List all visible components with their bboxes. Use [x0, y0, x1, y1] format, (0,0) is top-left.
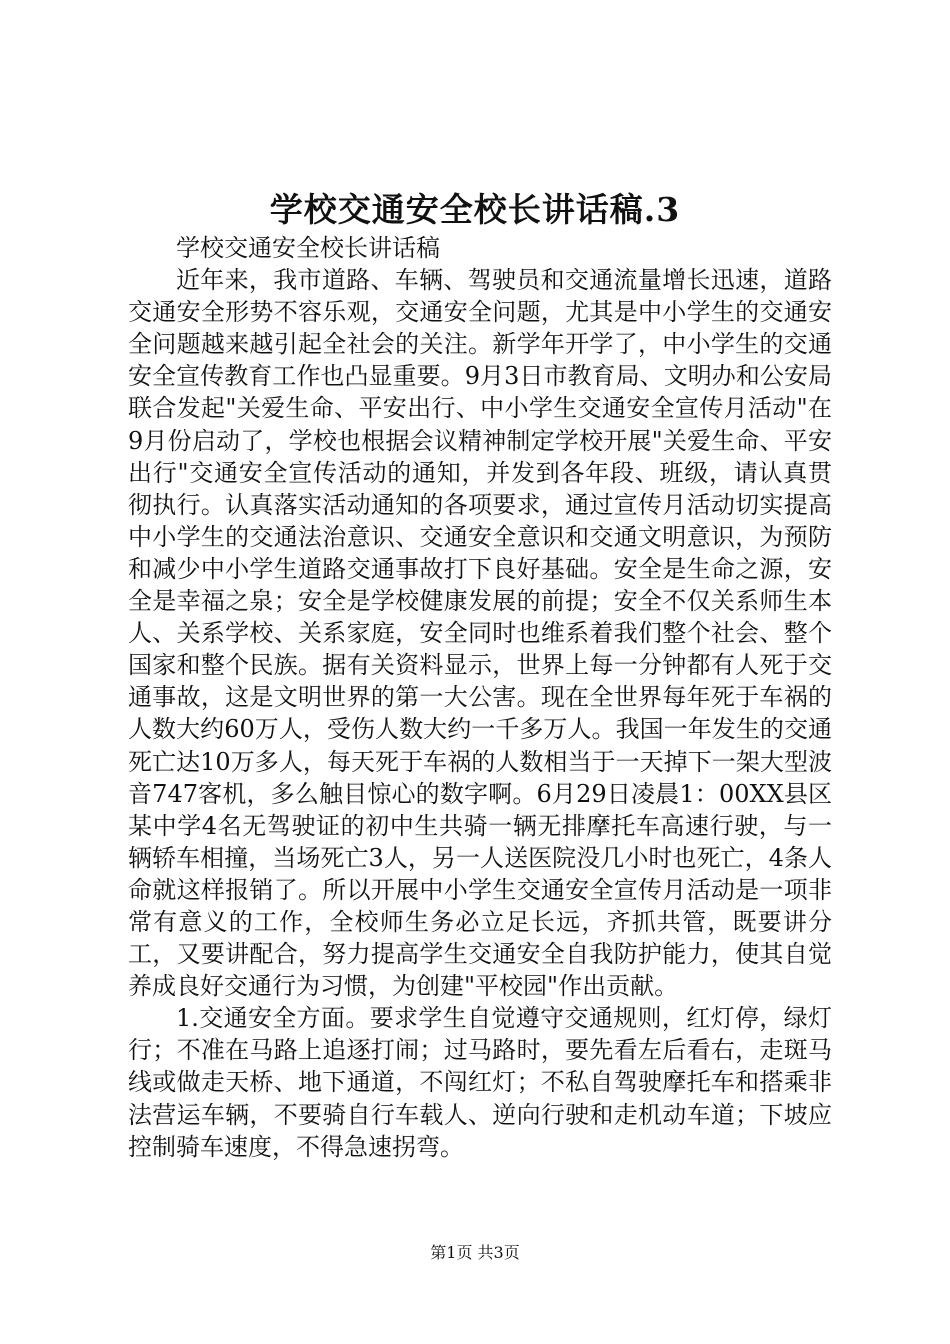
body-paragraph: 近年来，我市道路、车辆、驾驶员和交通流量增长迅速，道路交通安全形势不容乐观，交通安全问题，尤其是中小学生的交通安全问题越来越引起全社会的关注。新学年开学了，中小学生的交通安全宣传教育工作也凸显重要。9月3日市教育局、文明办和公安局联合发起"关爱生命、平安出行、中小学生交通安全宣传月活动"在9月份启动了，学校也根据会议精神制定学校开展"关爱生命、平安出行"交通安全宣传活动的通知，并发到各年段、班级，请认真贯彻执行。认真落实活动通知的各项要求，通过宣传月活动切实提高中小学生的交通法治意识、交通安全意识和交通文明意识，为预防和减少中小学生道路交通事故打下良好基础。安全是生命之源，安全是幸福之泉；安全是学校健康发展的前提；安全不仅关系师生本人、关系学校、关系家庭，安全同时也维系着我们整个社会、整个国家和整个民族。据有关资料显示，世界上每一分钟都有人死于交通事故，这是文明世界的第一大公害。现在全世界每年死于车祸的人数大约60万人，受伤人数大约一千多万人。我国一年发生的交通死亡达10万多人，每天死于车祸的人数相当于一天掉下一架大型波音747客机，多么触目惊心的数字啊。6月29日凌晨1：00XX县区某中学4名无驾驶证的初中生共骑一辆无排摩托车高速行驶，与一辆轿车相撞，当场死亡3人，另一人送医院没几小时也死亡，4条人命就这样报销了。所以开展中小学生交通安全宣传月活动是一项非常有意义的工作，全校师生务必立足长远，齐抓共管，既要讲分工，又要讲配合，努力提高学生交通安全自我防护能力，使其自觉养成良好交通行为习惯，为创建"平校园"作出贡献。 — [128, 266, 832, 1001]
document-title: 学校交通安全校长讲话稿.3 — [269, 190, 681, 229]
subtitle-paragraph: 学校交通安全校长讲话稿 — [176, 234, 440, 262]
document-body — [128, 232, 832, 1163]
page-footer: 第1页 共3页 — [430, 1243, 520, 1262]
body-paragraph: 1.交通安全方面。要求学生自觉遵守交通规则，红灯停，绿灯行；不准在马路上追逐打闹；过马路时，要先看左后看右，走斑马线或做走天桥、地下通道，不闯红灯；不私自驾驶摩托车和搭乘非法营运车辆，不要骑自行车载人、逆向行驶和走机动车道；下坡应控制骑车速度，不得急速拐弯。 — [128, 1004, 832, 1161]
